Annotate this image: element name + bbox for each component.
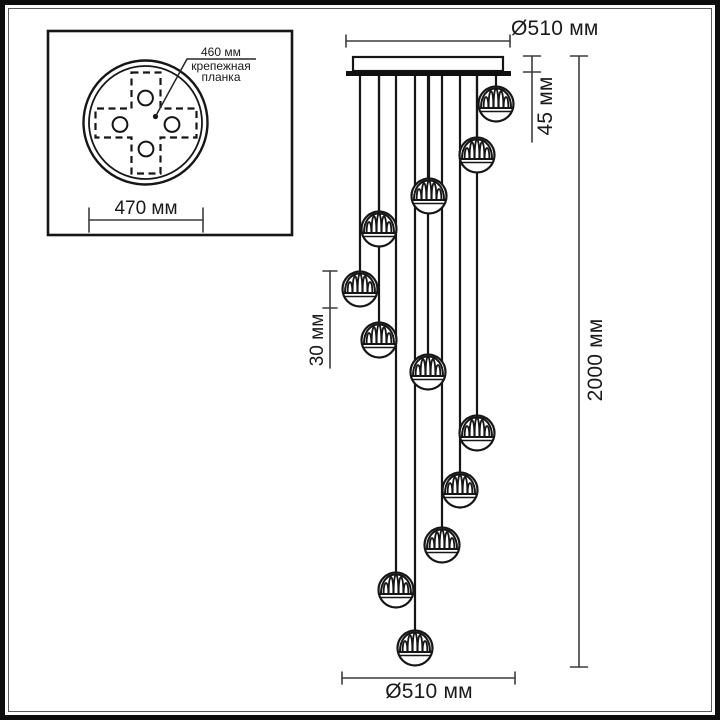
ball-size-label: 30 мм bbox=[307, 313, 328, 367]
pendant-ball bbox=[425, 528, 460, 563]
pendant-ball bbox=[343, 272, 378, 307]
pendant-ball bbox=[460, 138, 495, 173]
pendant-ball bbox=[398, 631, 433, 666]
pendant-ball bbox=[412, 179, 447, 214]
pendant-ball bbox=[362, 323, 397, 358]
inset-dim-470-label: 470 мм bbox=[114, 198, 178, 219]
pendant-ball bbox=[362, 212, 397, 247]
inset-dim-460-label: 460 мм bbox=[201, 45, 241, 59]
pendant-ball bbox=[460, 416, 495, 451]
pendant-ball bbox=[411, 355, 446, 390]
total-height-label: 2000 мм bbox=[584, 318, 607, 402]
top-diameter-label: Ø510 мм bbox=[511, 17, 599, 40]
pendant-ball bbox=[379, 573, 414, 608]
pendant-ball bbox=[479, 87, 514, 122]
bottom-diameter-label: Ø510 мм bbox=[385, 680, 473, 703]
inset-bracket-line2: планка bbox=[201, 69, 241, 84]
inset-bracket-line1: крепежная bbox=[191, 59, 251, 73]
ceiling-canopy bbox=[346, 57, 511, 76]
pendant-ball bbox=[443, 473, 478, 508]
canopy-height-label: 45 мм bbox=[534, 76, 557, 136]
inset-bracket-label bbox=[181, 61, 261, 82]
